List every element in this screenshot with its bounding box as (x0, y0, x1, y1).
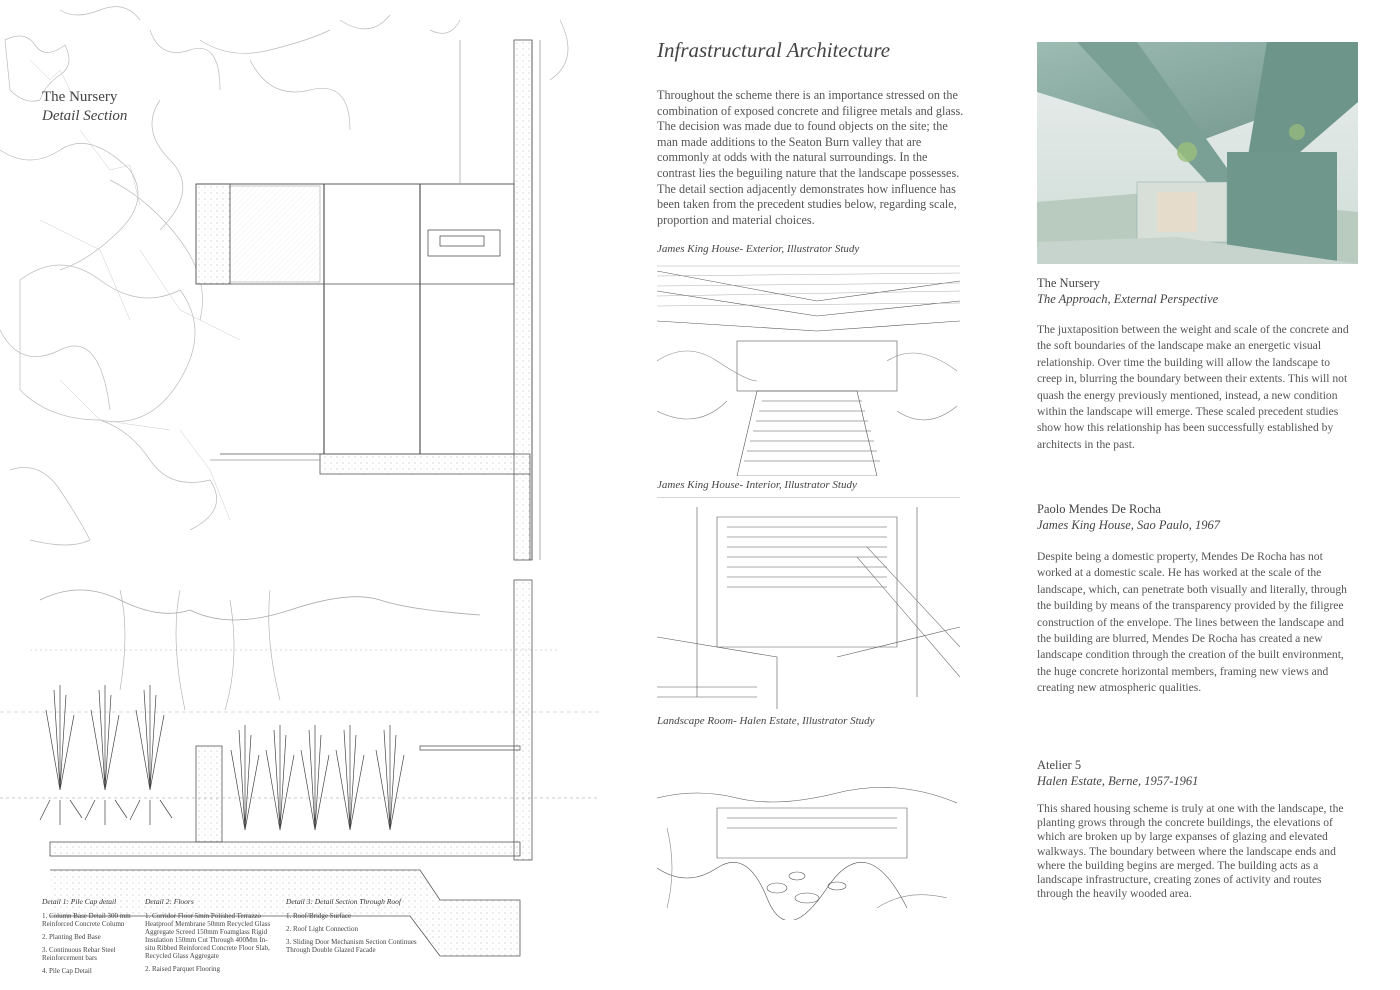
legend-item: 1. Roof/Bridge Surface (286, 912, 352, 920)
page-title: Infrastructural Architecture (657, 38, 891, 62)
external-perspective-render (1037, 42, 1358, 264)
legend-heading: Detail 2: Floors (145, 897, 194, 906)
section-title: The Nursery (1037, 276, 1100, 290)
section-title: Paolo Mendes De Rocha (1037, 502, 1161, 516)
study-caption-3: Landscape Room- Halen Estate, Illustrator Study (657, 715, 875, 727)
section-mendes-head (1037, 501, 1357, 533)
section-subtitle: The Approach, External Perspective (1037, 292, 1219, 306)
legend-heading: Detail 1: Pile Cap detail (42, 897, 117, 906)
legend-item: 2. Roof Light Connection (286, 925, 358, 933)
upper-section (196, 40, 540, 560)
section-mendes-body: Despite being a domestic property, Mendes De Rocha has not worked at a domestic scale. He has worked at the scale of the landscape, which, can penetrate both visually and literally, through the building by means of the transparency provided by the filigree construction of the envelope. The lines between the landscape and the building are blurred, Mendes De Rocha has created a new landscape condition through the creation of the built environment, the huge concrete horizontal members, framing new views and creating new atmospheric qualities. (1037, 550, 1347, 695)
sheet-title-main: The Nursery (42, 89, 118, 105)
sheet-title (42, 88, 127, 126)
legend-item: 2. Raised Parquet Flooring (145, 965, 221, 973)
section-title: Atelier 5 (1037, 758, 1082, 772)
legend-item: 1. Corridor Floor 5mm Polished Terrazzo Heatproof Membrane 50mm Recycled Glass Aggregate Screed 150mm Foamglass Rigid Insulation 150mm Cut Through 400Mm In-situ Ribbed Reinforced Concrete Floor Slab, Recycled Glass Aggregate (145, 912, 271, 960)
legend-item: 2. Planting Bed Base (42, 933, 101, 941)
study-caption-1: James King House- Exterior, Illustrator Study (657, 243, 860, 255)
legend-item: 1. Column Base Detail 300 mm Reinforced Concrete Column (42, 912, 131, 928)
section-subtitle: James King House, Sao Paulo, 1967 (1037, 518, 1220, 532)
study-image-exterior (657, 261, 960, 476)
legend-item: 4. Pile Cap Detail (42, 967, 92, 975)
section-subtitle: Halen Estate, Berne, 1957-1961 (1037, 774, 1199, 788)
legend-item: 3. Continuous Rebar Steel Reinforcement bars (42, 946, 116, 962)
legend-detail-2 (145, 898, 275, 978)
detail-section-drawing (0, 0, 600, 990)
legend-detail-3 (286, 898, 426, 959)
legend-detail-1 (42, 898, 138, 980)
study-image-interior (657, 497, 960, 709)
sheet-title-sub: Detail Section (42, 108, 128, 124)
section-nursery-body: The juxtaposition between the weight and scale of the concrete and the soft boundaries of the landscape make an energetic visual relationship. Over time the building will allow the landscape to creep in, blurring the boundary between their extents. This will not quash the energy previously mentioned, instead, a new condition within the landscape will emerge. These scaled precedent studies show how this relationship has been successfully established by architects in the past. (1037, 323, 1349, 451)
legend-item: 3. Sliding Door Mechanism Section Continues Through Double Glazed Facade (286, 938, 417, 954)
legend-heading: Detail 3: Detail Section Through Roof (286, 897, 401, 906)
study-image-landscape-room (657, 768, 960, 920)
section-atelier-body: This shared housing scheme is truly at one with the landscape, the planting grows through the concrete buildings, the elevations of which are broken up by large expanses of glazing and elevated walkways. The boundary between where the landscape ends and where the building begins are merged. The building acts as a landscape infrastructure, creating zones of activity and routes through the heavily wooded area. (1037, 802, 1344, 901)
section-nursery-head (1037, 275, 1357, 307)
study-caption-2: James King House- Interior, Illustrator Study (657, 479, 857, 491)
intro-paragraph: Throughout the scheme there is an importance stressed on the combination of exposed concrete and filigree metals and glass. The decision was made due to found objects on the site; the man made additions to the Seaton Burn valley that are commonly at odds with the natural surroundings. In the contrast lies the beguiling nature that the landscape possesses. The detail section adjacently demonstrates how influence has been taken from the precedent studies below, regarding scale, proportion and material choices. (657, 88, 964, 227)
section-atelier-head (1037, 757, 1357, 789)
